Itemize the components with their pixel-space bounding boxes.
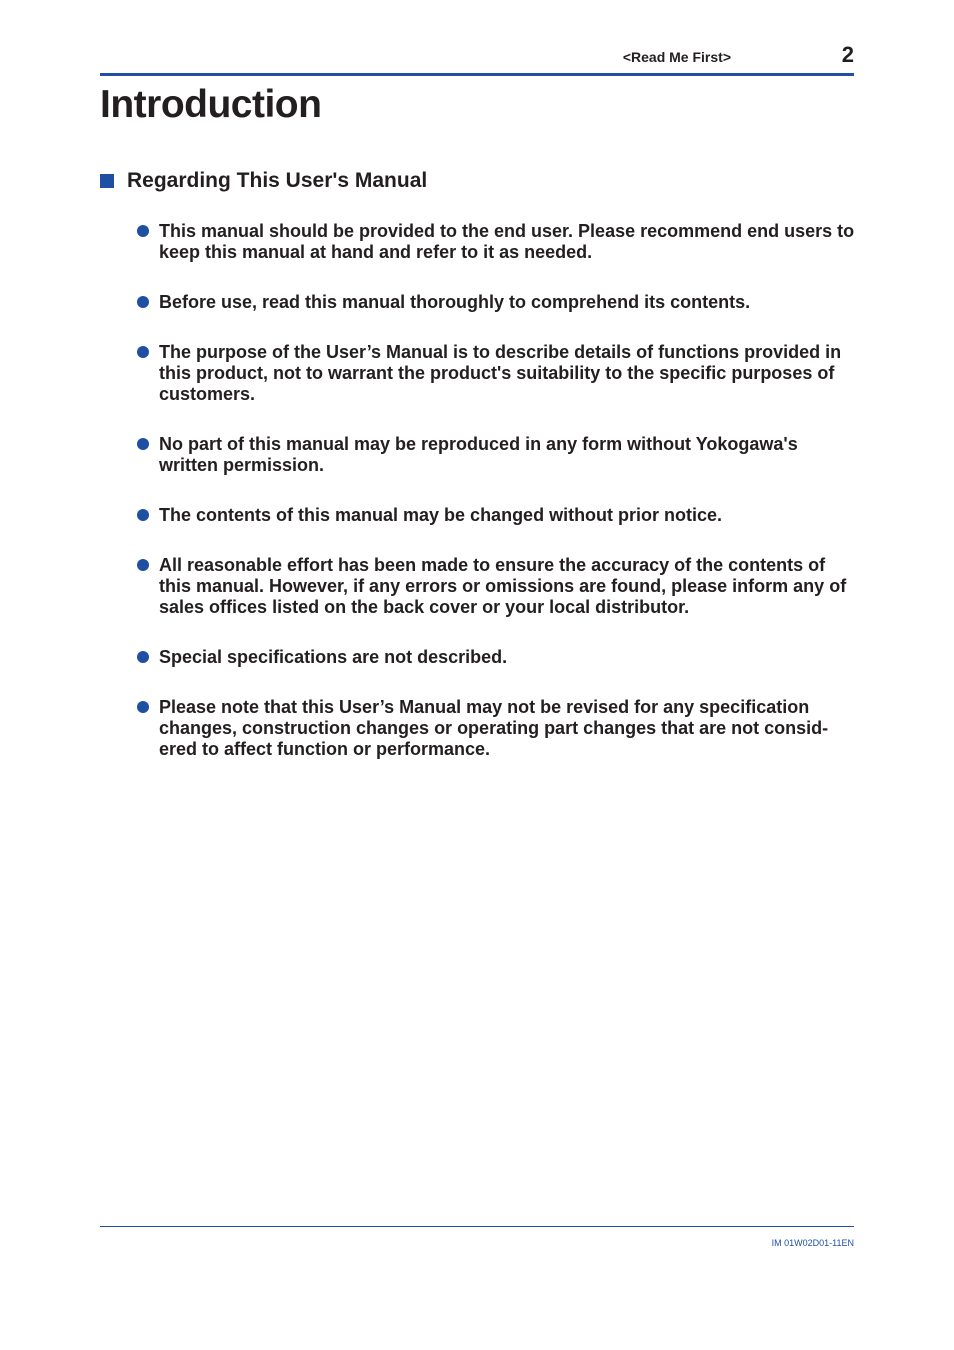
- header-rule: [100, 73, 854, 76]
- list-item: [137, 221, 857, 263]
- list-item-text: All reasonable effort has been made to ensure the accuracy of the contents of this manual. However, if any errors or omissions are found, please inform any of sales offices listed on the back cover or your local distributor.: [159, 555, 847, 617]
- dot-bullet-icon: [137, 651, 149, 663]
- doc-code: IM 01W02D01-11EN: [771, 1238, 854, 1248]
- section-heading-text: Regarding This User's Manual: [127, 169, 428, 192]
- dot-bullet-icon: [137, 296, 149, 308]
- dot-bullet-icon: [137, 701, 149, 713]
- section-heading: [100, 168, 427, 194]
- square-bullet-icon: [100, 174, 114, 188]
- page-number: 2: [841, 42, 854, 67]
- bullet-list: [137, 221, 857, 789]
- doc-tag: <Read Me First>: [622, 49, 731, 65]
- list-item-text: This manual should be provided to the end user. Please recommend end users to keep this manual at hand and refer to it as needed.: [159, 221, 855, 262]
- list-item: [137, 555, 857, 618]
- dot-bullet-icon: [137, 346, 149, 358]
- list-item-text: The contents of this manual may be changed without prior notice.: [159, 505, 723, 525]
- footer-rule: [100, 1226, 854, 1227]
- list-item-text: No part of this manual may be reproduced in any form without Yokogawa's written permission.: [159, 434, 798, 475]
- list-item: [137, 697, 857, 760]
- list-item-text: Please note that this User’s Manual may not be revised for any specification changes, construction changes or operating part changes that are not consid-ered to affect function or performance.: [159, 697, 829, 759]
- dot-bullet-icon: [137, 509, 149, 521]
- page-header: [100, 40, 854, 74]
- list-item: [137, 647, 857, 668]
- list-item: [137, 434, 857, 476]
- page-title: Introduction: [100, 83, 322, 126]
- list-item-text: Special specifications are not described.: [159, 647, 508, 667]
- list-item: [137, 292, 857, 313]
- dot-bullet-icon: [137, 225, 149, 237]
- list-item-text: The purpose of the User’s Manual is to describe details of functions provided in this product, not to warrant the product's suitability to the specific purposes of customers.: [159, 342, 842, 404]
- list-item-text: Before use, read this manual thoroughly to comprehend its contents.: [159, 292, 751, 312]
- list-item: [137, 342, 857, 405]
- list-item: [137, 505, 857, 526]
- dot-bullet-icon: [137, 559, 149, 571]
- dot-bullet-icon: [137, 438, 149, 450]
